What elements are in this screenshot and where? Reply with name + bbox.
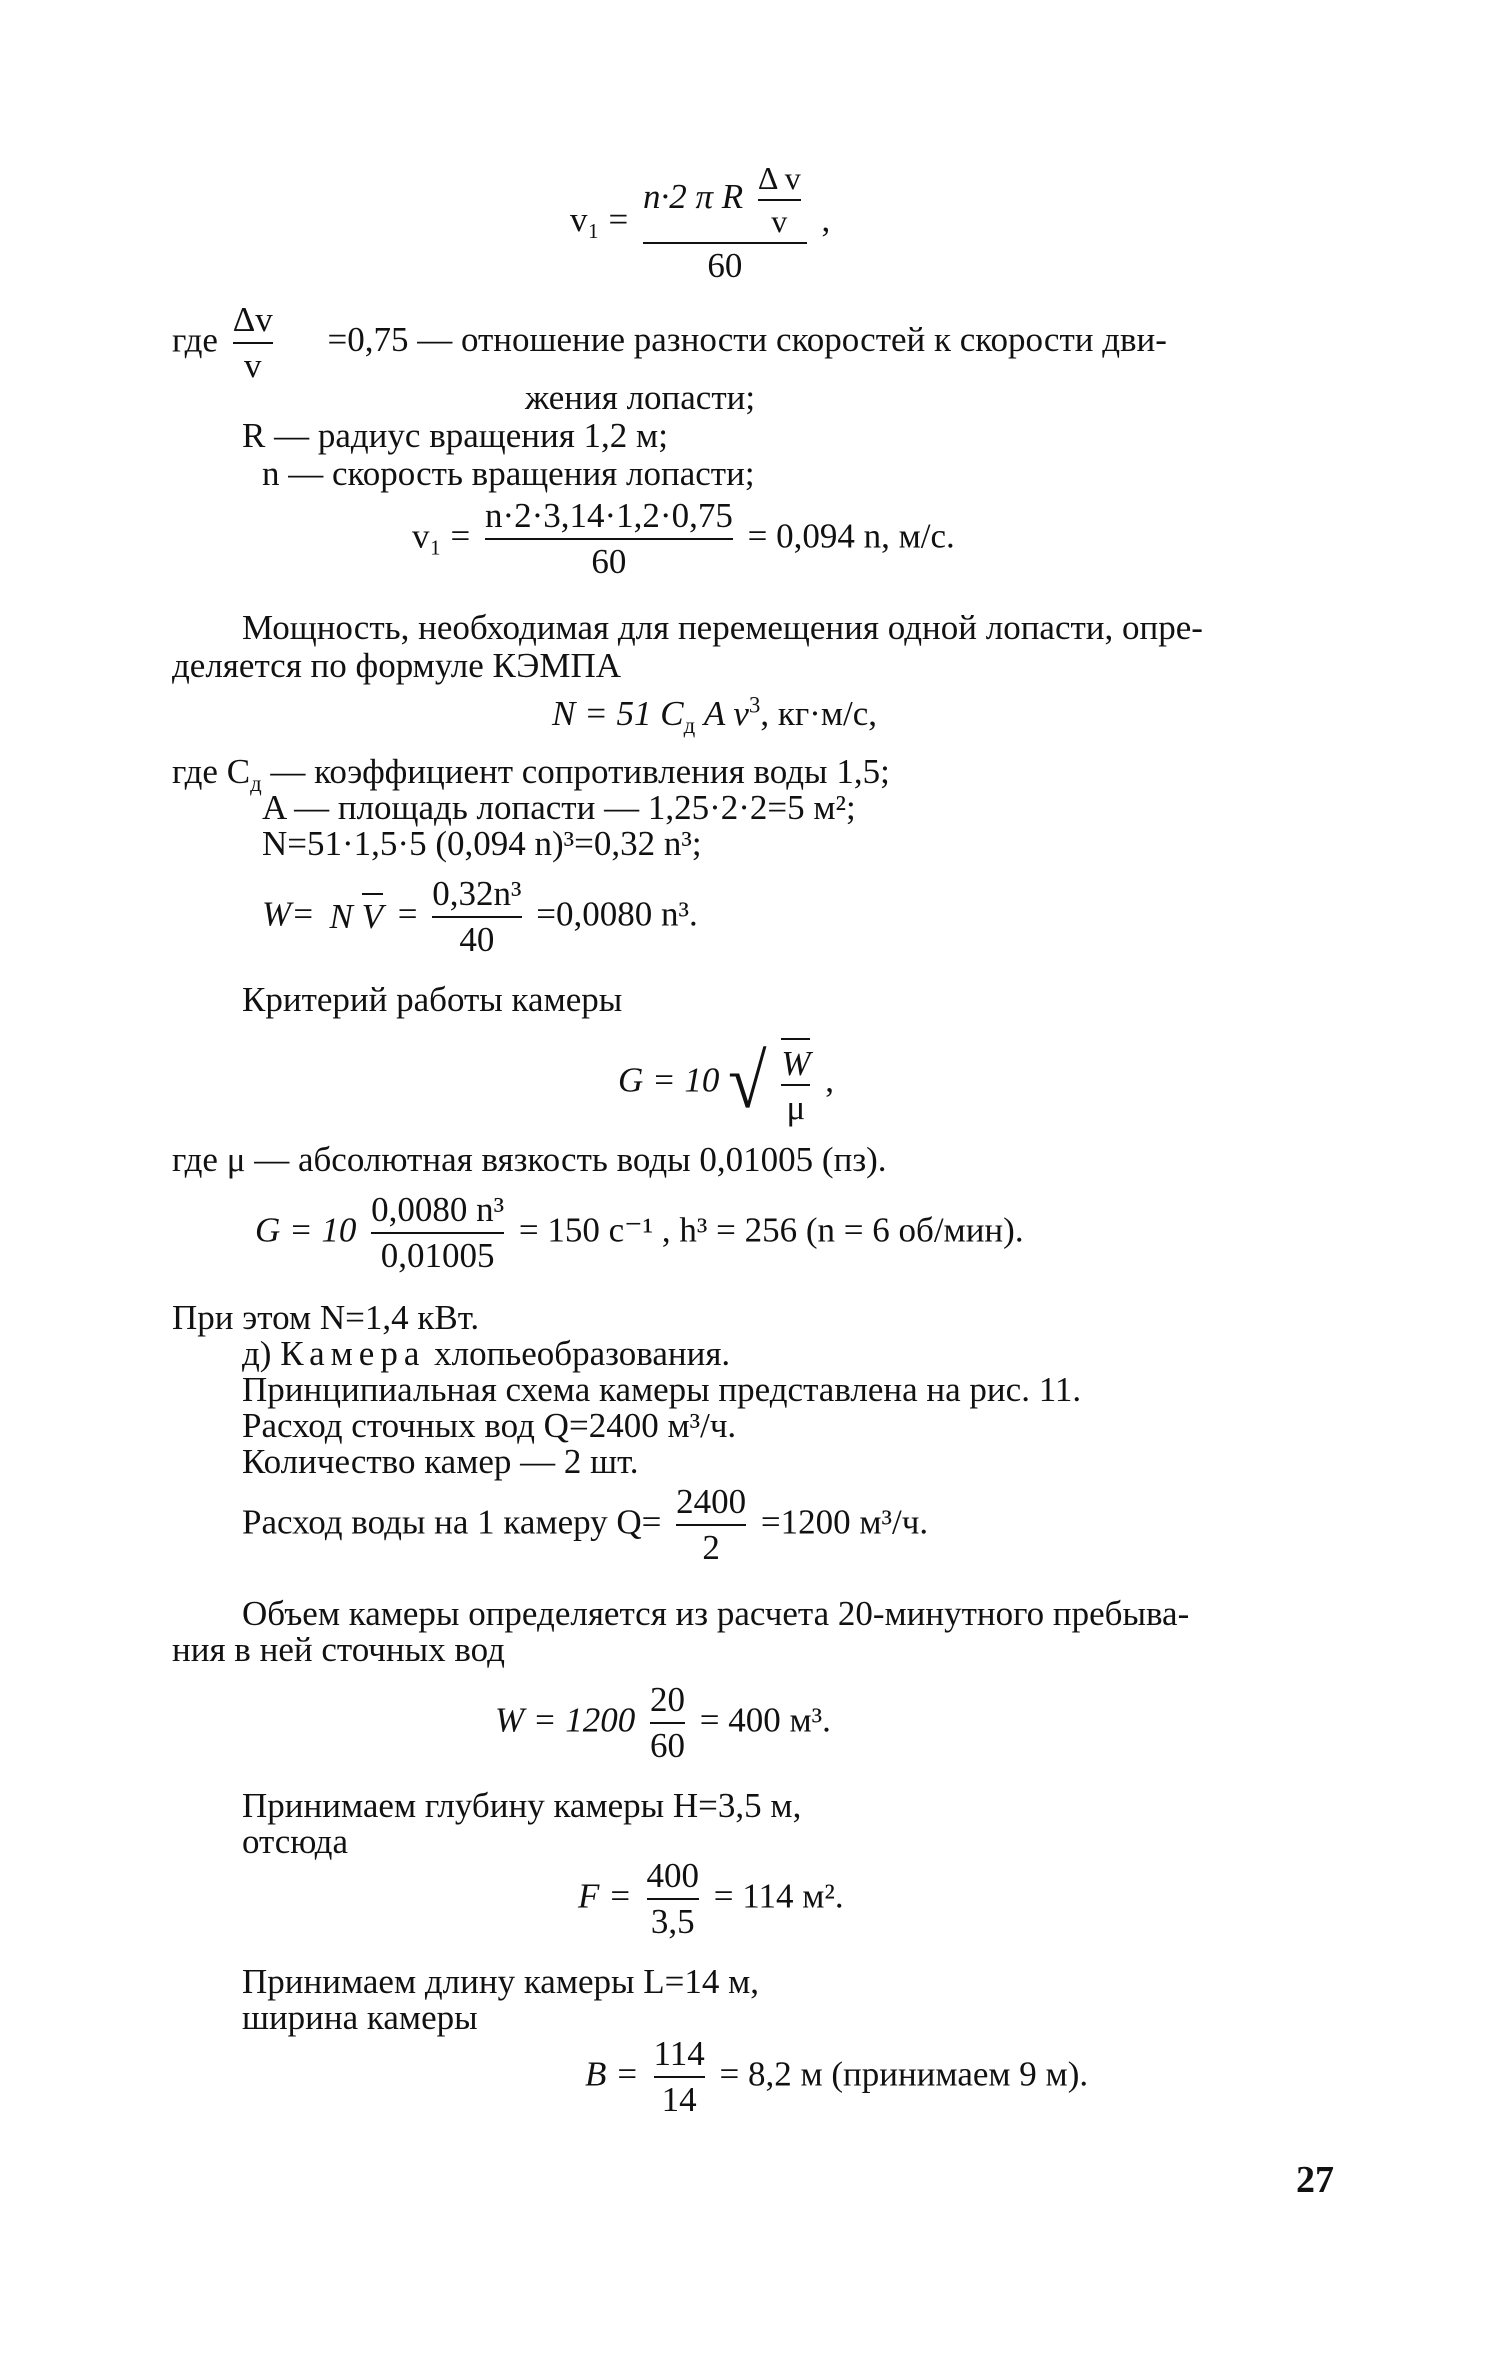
- formula-N-kempa: [552, 692, 877, 738]
- depth-line: Принимаем глубину камеры H=3,5 м,: [242, 1786, 802, 1825]
- section-marker: д): [242, 1334, 281, 1373]
- fraction-denominator: 14: [654, 2076, 705, 2120]
- width-line: ширина камеры: [242, 1998, 478, 2037]
- flow-line: Расход сточных вод Q=2400 м³/ч.: [242, 1406, 737, 1445]
- paragraph-line: Мощность, необходимая для перемещения одной лопасти, опре-: [242, 608, 1203, 647]
- criterion-line: Критерий работы камеры: [242, 980, 623, 1019]
- formula-lhs: F =: [578, 1876, 632, 1916]
- fraction-denominator: μ: [781, 1084, 810, 1128]
- fraction: [371, 1190, 504, 1277]
- formula-lhs: Расход воды на 1 камеру Q=: [242, 1502, 662, 1542]
- fraction-denominator: 60: [643, 242, 807, 286]
- section-d-heading: [242, 1334, 730, 1374]
- formula-rhs: = 114 м².: [713, 1876, 844, 1916]
- mu-line: где μ — абсолютная вязкость воды 0,01005 (пз).: [172, 1140, 887, 1179]
- cd-text: — коэффициент сопротивления воды 1,5;: [261, 752, 890, 791]
- equals: =: [397, 894, 418, 934]
- where-text: =0,75 — отношение разности скоростей к скорости дви-: [327, 320, 1167, 360]
- formula-B: [585, 2034, 1088, 2121]
- fraction-numerator: 0,32n³: [432, 874, 522, 913]
- fraction-denominator: 60: [650, 1722, 685, 1766]
- formula-rhs: = 150 с⁻¹ , h³ = 256 (n = 6 об/мин).: [518, 1210, 1024, 1250]
- paragraph-line: деляется по формуле КЭМПА: [172, 646, 622, 685]
- inner-fraction: [758, 160, 801, 240]
- superscript: 3: [748, 692, 761, 718]
- formula-v1: [570, 160, 830, 286]
- fraction: [781, 1038, 810, 1129]
- formula-F: [578, 1856, 844, 1943]
- formula-Q-per-chamber: [242, 1482, 928, 1569]
- cd-line: [172, 752, 890, 796]
- formula-W-volume: [495, 1680, 831, 1767]
- N-line: N=51·1,5·5 (0,094 n)³=0,32 n³;: [262, 824, 702, 863]
- fraction-denominator: 3,5: [647, 1898, 700, 1942]
- formula-lhs: v₁ =: [412, 516, 471, 556]
- fraction-denominator: 40: [432, 916, 521, 960]
- scheme-line: Принципиальная схема камеры представлена на рис. 11.: [242, 1370, 1082, 1409]
- formula-tail: ,: [821, 199, 831, 239]
- fraction: [647, 1856, 700, 1943]
- power-line: При этом N=1,4 кВт.: [172, 1298, 480, 1337]
- R-line: R — радиус вращения 1,2 м;: [242, 416, 668, 455]
- inner-numerator: Δ v: [757, 160, 801, 196]
- formula-W: [262, 874, 698, 961]
- fraction-numerator: 0,0080 n³: [371, 1190, 505, 1229]
- formula-rhs: = 0,094 n, м/с.: [747, 516, 955, 556]
- fraction: [485, 496, 733, 583]
- formula-rhs: =1200 м³/ч.: [760, 1502, 929, 1542]
- formula-tail: ,: [825, 1060, 834, 1100]
- formula-lhs: v₁ =: [570, 199, 629, 239]
- formula-lhs: W = 1200: [495, 1700, 636, 1740]
- formula-part: A v: [703, 694, 749, 733]
- section-title-spaced: Камера: [280, 1334, 426, 1373]
- fraction-numerator: n·2 π R: [642, 176, 744, 216]
- formula-G-numeric: [255, 1190, 1024, 1277]
- dv-denominator: v: [233, 342, 273, 386]
- subscript: д: [250, 771, 262, 796]
- fraction-denominator: 60: [485, 538, 733, 582]
- dv-fraction: [233, 300, 273, 387]
- fraction: [654, 2034, 705, 2121]
- formula-lhs: G = 10: [618, 1060, 720, 1100]
- formula-v1-numeric: [412, 496, 955, 583]
- fraction-numerator: 400: [646, 1856, 699, 1895]
- volume-line: ния в ней сточных вод: [172, 1630, 505, 1669]
- formula-part: N = 51 C: [552, 694, 684, 733]
- fraction-denominator: 0,01005: [371, 1232, 504, 1276]
- fraction-numerator: N: [329, 897, 353, 937]
- volume-line: Объем камеры определяется из расчета 20-минутного пребыва-: [242, 1594, 1190, 1633]
- fraction-numerator: 114: [653, 2034, 705, 2073]
- where-cont: жения лопасти;: [525, 378, 756, 417]
- fraction: [676, 1482, 746, 1569]
- fraction-numerator: W: [781, 1044, 811, 1083]
- fraction: [432, 874, 521, 961]
- fraction-denominator: 2: [676, 1524, 746, 1568]
- where-label: где: [172, 320, 218, 360]
- where-dv-line: [172, 300, 1167, 387]
- dv-numerator: Δv: [232, 300, 273, 339]
- n-line: n — скорость вращения лопасти;: [262, 454, 755, 493]
- length-line: Принимаем длину камеры L=14 м,: [242, 1962, 760, 2001]
- section-title-rest: хлопьеобразования.: [425, 1334, 731, 1373]
- cd-label: где C: [172, 752, 251, 791]
- formula-units: , кг·м/с,: [760, 694, 877, 733]
- formula-lhs: B =: [585, 2054, 639, 2094]
- fraction: [650, 1680, 685, 1767]
- fraction-denominator: V: [362, 893, 383, 936]
- fraction-numerator: n·2·3,14·1,2·0,75: [484, 496, 733, 535]
- fraction-numerator: 2400: [676, 1482, 747, 1521]
- sqrt-sign: √: [728, 1040, 767, 1126]
- page-number: 27: [1296, 2159, 1334, 2201]
- A-line: A — площадь лопасти — 1,25·2·2=5 м²;: [262, 788, 856, 827]
- count-line: Количество камер — 2 шт.: [242, 1442, 639, 1481]
- inner-denominator: v: [758, 199, 801, 240]
- formula-lhs: W=: [262, 894, 315, 934]
- formula-G-sqrt: [618, 1038, 834, 1129]
- formula-rhs: =0,0080 n³.: [536, 894, 698, 934]
- hence-line: отсюда: [242, 1822, 349, 1861]
- formula-rhs: = 8,2 м (принимаем 9 м).: [719, 2054, 1089, 2094]
- fraction: [643, 160, 807, 286]
- fraction-numerator: 20: [650, 1680, 686, 1719]
- subscript: д: [683, 713, 696, 738]
- formula-rhs: = 400 м³.: [699, 1700, 831, 1740]
- fraction: [330, 897, 384, 937]
- formula-lhs: G = 10: [255, 1210, 357, 1250]
